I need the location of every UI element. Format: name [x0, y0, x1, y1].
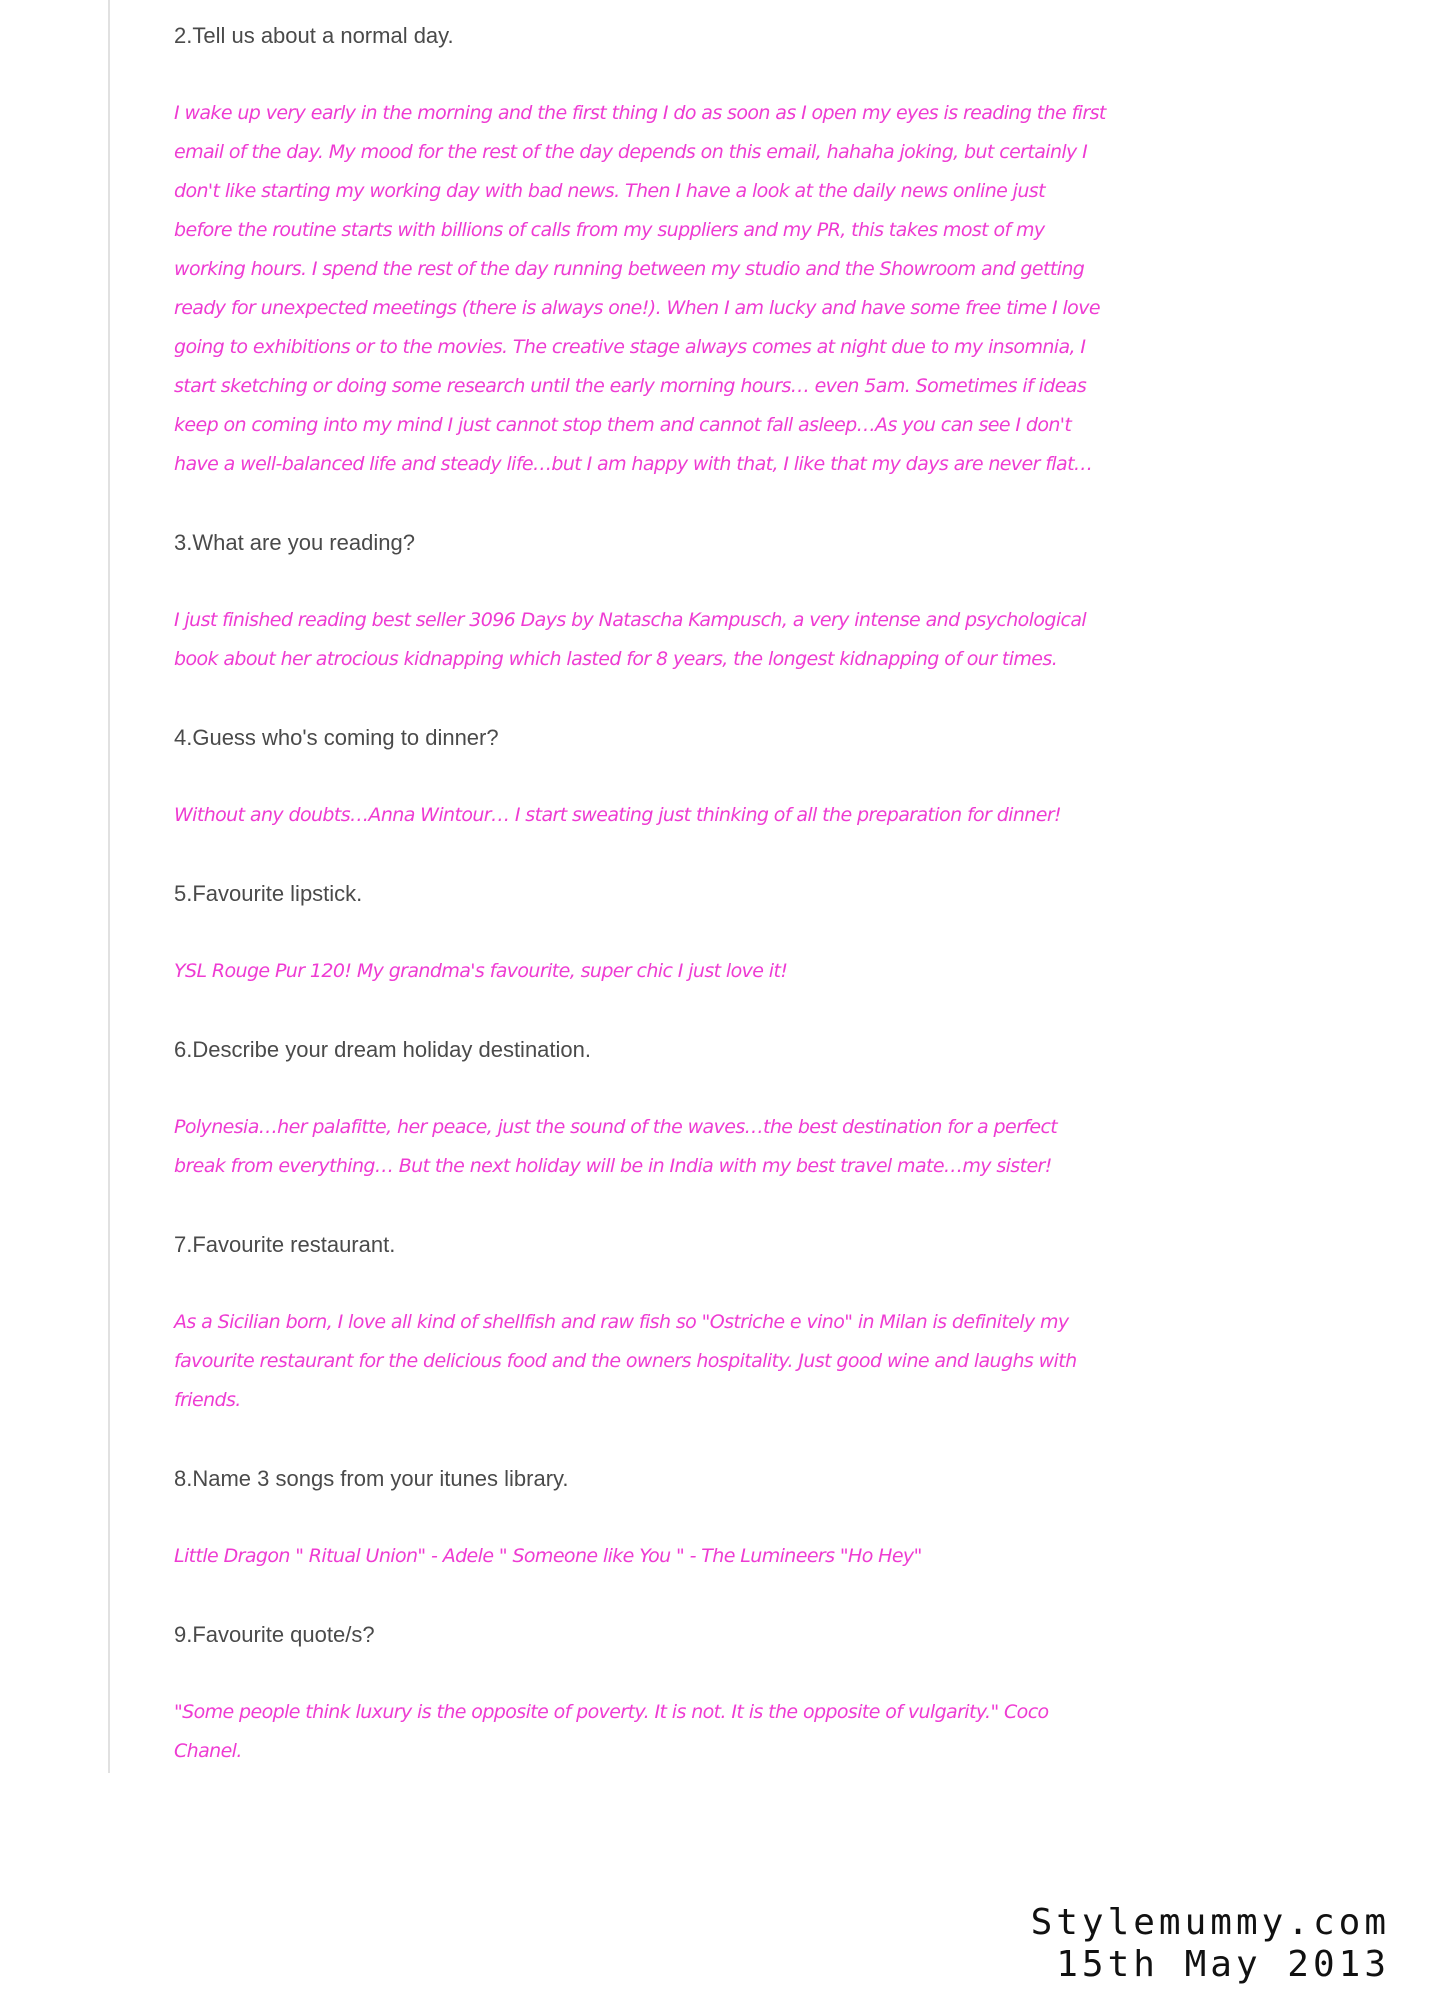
answer-5	[174, 952, 1224, 991]
footer-site: Stylemummy.com	[1030, 1902, 1390, 1943]
qa-item-3	[174, 523, 1224, 679]
qa-item-8	[174, 1459, 1224, 1576]
question-9: 9.Favourite quote/s?	[174, 1622, 375, 1647]
answer-6	[174, 1108, 1224, 1186]
answer-4	[174, 796, 1224, 835]
answer-line: YSL Rouge Pur 120! My grandma's favourite, super chic I just love it!	[174, 960, 788, 982]
answer-line: favourite restaurant for the delicious food and the owners hospitality. Just good wine and laughs with	[174, 1350, 1077, 1372]
answer-7	[174, 1303, 1224, 1420]
question-4: 4.Guess who's coming to dinner?	[174, 725, 499, 750]
answer-line: Without any doubts…Anna Wintour… I start sweating just thinking of all the preparation for dinner!	[174, 804, 1062, 826]
qa-item-2	[174, 16, 1224, 484]
answer-line: "Some people think luxury is the opposite of poverty. It is not. It is the opposite of vulgarity." Coco	[174, 1701, 1049, 1723]
footer-date: 15th May 2013	[1056, 1944, 1390, 1985]
answer-line: have a well-balanced life and steady life…but I am happy with that, I like that my days are never flat…	[174, 453, 1093, 475]
question-7: 7.Favourite restaurant.	[174, 1232, 396, 1257]
answer-line: Chanel.	[174, 1740, 242, 1762]
qa-item-5	[174, 874, 1224, 991]
answer-line: friends.	[174, 1389, 241, 1411]
answer-line: As a Sicilian born, I love all kind of shellfish and raw fish so "Ostriche e vino" in Milan is definitely my	[174, 1311, 1069, 1333]
question-2: 2.Tell us about a normal day.	[174, 23, 454, 48]
qa-item-9	[174, 1615, 1224, 1771]
answer-line: book about her atrocious kidnapping which lasted for 8 years, the longest kidnapping of our times.	[174, 648, 1058, 670]
answer-line: working hours. I spend the rest of the day running between my studio and the Showroom and getting	[174, 258, 1085, 280]
source-footer	[1031, 1902, 1390, 1986]
answer-line: before the routine starts with billions of calls from my suppliers and my PR, this takes most of my	[174, 219, 1045, 241]
answer-line: going to exhibitions or to the movies. The creative stage always comes at night due to my insomnia, I	[174, 336, 1086, 358]
answer-line: Polynesia…her palafitte, her peace, just the sound of the waves…the best destination for a perfect	[174, 1116, 1058, 1138]
answer-3	[174, 601, 1224, 679]
qa-item-4	[174, 718, 1224, 835]
qa-item-6	[174, 1030, 1224, 1186]
answer-line: don't like starting my working day with bad news. Then I have a look at the daily news online just	[174, 180, 1045, 202]
answer-line: email of the day. My mood for the rest of the day depends on this email, hahaha joking, but certainly I	[174, 141, 1088, 163]
answer-line: break from everything… But the next holiday will be in India with my best travel mate…my sister!	[174, 1155, 1052, 1177]
left-margin-rule	[108, 0, 110, 1773]
answer-line: ready for unexpected meetings (there is always one!). When I am lucky and have some free time I love	[174, 297, 1100, 319]
answer-line: Little Dragon " Ritual Union" - Adele " Someone like You " - The Lumineers "Ho Hey"	[174, 1545, 922, 1567]
answer-line: start sketching or doing some research until the early morning hours… even 5am. Sometimes if ideas	[174, 375, 1087, 397]
interview-qa-list	[174, 16, 1224, 1810]
answer-8	[174, 1537, 1224, 1576]
question-6: 6.Describe your dream holiday destination.	[174, 1037, 592, 1062]
answer-line: I wake up very early in the morning and the first thing I do as soon as I open my eyes is reading the first	[174, 102, 1106, 124]
question-3: 3.What are you reading?	[174, 530, 415, 555]
qa-item-7	[174, 1225, 1224, 1420]
answer-line: I just finished reading best seller 3096 Days by Natascha Kampusch, a very intense and psychological	[174, 609, 1087, 631]
question-5: 5.Favourite lipstick.	[174, 881, 363, 906]
answer-line: keep on coming into my mind I just cannot stop them and cannot fall asleep…As you can see I don't	[174, 414, 1072, 436]
answer-2	[174, 94, 1224, 484]
answer-9	[174, 1693, 1224, 1771]
question-8: 8.Name 3 songs from your itunes library.	[174, 1466, 569, 1491]
